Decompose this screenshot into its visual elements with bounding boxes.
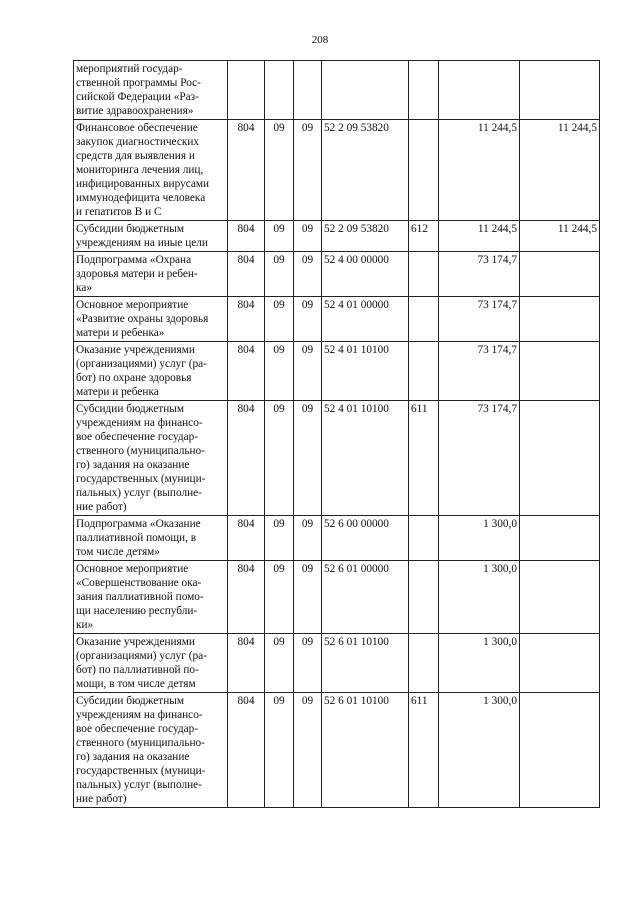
- amount-year2-cell: [520, 297, 600, 342]
- expense-type-cell: [409, 61, 439, 120]
- table-row: [74, 516, 600, 561]
- amount-year2-cell: [520, 401, 600, 516]
- amount-year2-cell: [520, 61, 600, 120]
- amount-year2-cell: 11 244,5: [520, 120, 600, 221]
- section-code-cell: [265, 61, 294, 120]
- section-code-cell: 09: [265, 342, 294, 401]
- budget-table: [73, 60, 600, 808]
- admin-code-cell: 804: [228, 297, 265, 342]
- target-article-cell: 52 6 01 00000: [322, 561, 409, 634]
- target-article-cell: 52 6 00 00000: [322, 516, 409, 561]
- section-code-cell: 09: [265, 516, 294, 561]
- admin-code-cell: 804: [228, 693, 265, 808]
- row-name-cell: Оказание учреждениями (организациями) услуг (ра- бот) по паллиативной по- мощи, в том числе детям: [74, 634, 228, 693]
- table-row: [74, 342, 600, 401]
- subsection-code-cell: 09: [294, 401, 322, 516]
- admin-code-cell: 804: [228, 561, 265, 634]
- row-name-cell: Субсидии бюджетным учреждениям на иные цели: [74, 221, 228, 252]
- row-name-cell: Субсидии бюджетным учреждениям на финансо- вое обеспечение государ- ственного (муниципально- го) задания на оказание государственных (муници- пальных) услуг (выполне- ние работ): [74, 401, 228, 516]
- subsection-code-cell: 09: [294, 693, 322, 808]
- subsection-code-cell: 09: [294, 252, 322, 297]
- subsection-code-cell: [294, 61, 322, 120]
- target-article-cell: 52 4 01 10100: [322, 342, 409, 401]
- table-row: [74, 561, 600, 634]
- row-name-cell: Подпрограмма «Оказание паллиативной помощи, в том числе детям»: [74, 516, 228, 561]
- subsection-code-cell: 09: [294, 297, 322, 342]
- table-row: [74, 634, 600, 693]
- table-row: [74, 61, 600, 120]
- section-code-cell: 09: [265, 120, 294, 221]
- amount-year2-cell: [520, 561, 600, 634]
- expense-type-cell: 612: [409, 221, 439, 252]
- expense-type-cell: 611: [409, 693, 439, 808]
- amount-year1-cell: 73 174,7: [439, 401, 520, 516]
- row-name-cell: Финансовое обеспечение закупок диагностических средств для выявления и мониторинга лечения лиц, инфицированных вирусами иммунодефицита человека и гепатитов В и С: [74, 120, 228, 221]
- amount-year1-cell: 73 174,7: [439, 342, 520, 401]
- amount-year1-cell: 1 300,0: [439, 634, 520, 693]
- amount-year1-cell: 1 300,0: [439, 561, 520, 634]
- admin-code-cell: 804: [228, 120, 265, 221]
- row-name-cell: Основное мероприятие «Развитие охраны здоровья матери и ребенка»: [74, 297, 228, 342]
- table-row: [74, 252, 600, 297]
- table-row: [74, 120, 600, 221]
- section-code-cell: 09: [265, 634, 294, 693]
- target-article-cell: [322, 61, 409, 120]
- table-row: [74, 693, 600, 808]
- budget-table-body: [74, 61, 600, 808]
- target-article-cell: 52 4 00 00000: [322, 252, 409, 297]
- admin-code-cell: 804: [228, 342, 265, 401]
- amount-year1-cell: 11 244,5: [439, 120, 520, 221]
- admin-code-cell: 804: [228, 516, 265, 561]
- expense-type-cell: [409, 634, 439, 693]
- admin-code-cell: 804: [228, 401, 265, 516]
- target-article-cell: 52 4 01 00000: [322, 297, 409, 342]
- section-code-cell: 09: [265, 401, 294, 516]
- section-code-cell: 09: [265, 561, 294, 634]
- target-article-cell: 52 4 01 10100: [322, 401, 409, 516]
- expense-type-cell: 611: [409, 401, 439, 516]
- expense-type-cell: [409, 516, 439, 561]
- subsection-code-cell: 09: [294, 120, 322, 221]
- admin-code-cell: [228, 61, 265, 120]
- amount-year2-cell: [520, 634, 600, 693]
- amount-year1-cell: 11 244,5: [439, 221, 520, 252]
- expense-type-cell: [409, 252, 439, 297]
- expense-type-cell: [409, 120, 439, 221]
- subsection-code-cell: 09: [294, 634, 322, 693]
- amount-year1-cell: 73 174,7: [439, 252, 520, 297]
- section-code-cell: 09: [265, 221, 294, 252]
- subsection-code-cell: 09: [294, 516, 322, 561]
- row-name-cell: Субсидии бюджетным учреждениям на финансо- вое обеспечение государ- ственного (муниципально- го) задания на оказание государственных (муници- пальных) услуг (выполне- ние работ): [74, 693, 228, 808]
- admin-code-cell: 804: [228, 221, 265, 252]
- subsection-code-cell: 09: [294, 342, 322, 401]
- target-article-cell: 52 6 01 10100: [322, 693, 409, 808]
- amount-year2-cell: [520, 693, 600, 808]
- table-row: [74, 297, 600, 342]
- expense-type-cell: [409, 342, 439, 401]
- page-number: 208: [311, 34, 329, 46]
- section-code-cell: 09: [265, 693, 294, 808]
- amount-year1-cell: 73 174,7: [439, 297, 520, 342]
- subsection-code-cell: 09: [294, 561, 322, 634]
- amount-year2-cell: [520, 342, 600, 401]
- row-name-cell: мероприятий государ- ственной программы Рос- сийской Федерации «Раз- витие здравоохранения»: [74, 61, 228, 120]
- row-name-cell: Основное мероприятие «Совершенствование ока- зания паллиативной помо- щи населению республи- ки»: [74, 561, 228, 634]
- amount-year2-cell: [520, 252, 600, 297]
- section-code-cell: 09: [265, 297, 294, 342]
- amount-year2-cell: 11 244,5: [520, 221, 600, 252]
- row-name-cell: Оказание учреждениями (организациями) услуг (ра- бот) по охране здоровья матери и ребенка: [74, 342, 228, 401]
- table-row: [74, 221, 600, 252]
- table-row: [74, 401, 600, 516]
- row-name-cell: Подпрограмма «Охрана здоровья матери и ребен- ка»: [74, 252, 228, 297]
- expense-type-cell: [409, 297, 439, 342]
- amount-year1-cell: 1 300,0: [439, 693, 520, 808]
- amount-year1-cell: [439, 61, 520, 120]
- admin-code-cell: 804: [228, 252, 265, 297]
- target-article-cell: 52 2 09 53820: [322, 221, 409, 252]
- target-article-cell: 52 6 01 10100: [322, 634, 409, 693]
- subsection-code-cell: 09: [294, 221, 322, 252]
- target-article-cell: 52 2 09 53820: [322, 120, 409, 221]
- amount-year2-cell: [520, 516, 600, 561]
- expense-type-cell: [409, 561, 439, 634]
- section-code-cell: 09: [265, 252, 294, 297]
- amount-year1-cell: 1 300,0: [439, 516, 520, 561]
- admin-code-cell: 804: [228, 634, 265, 693]
